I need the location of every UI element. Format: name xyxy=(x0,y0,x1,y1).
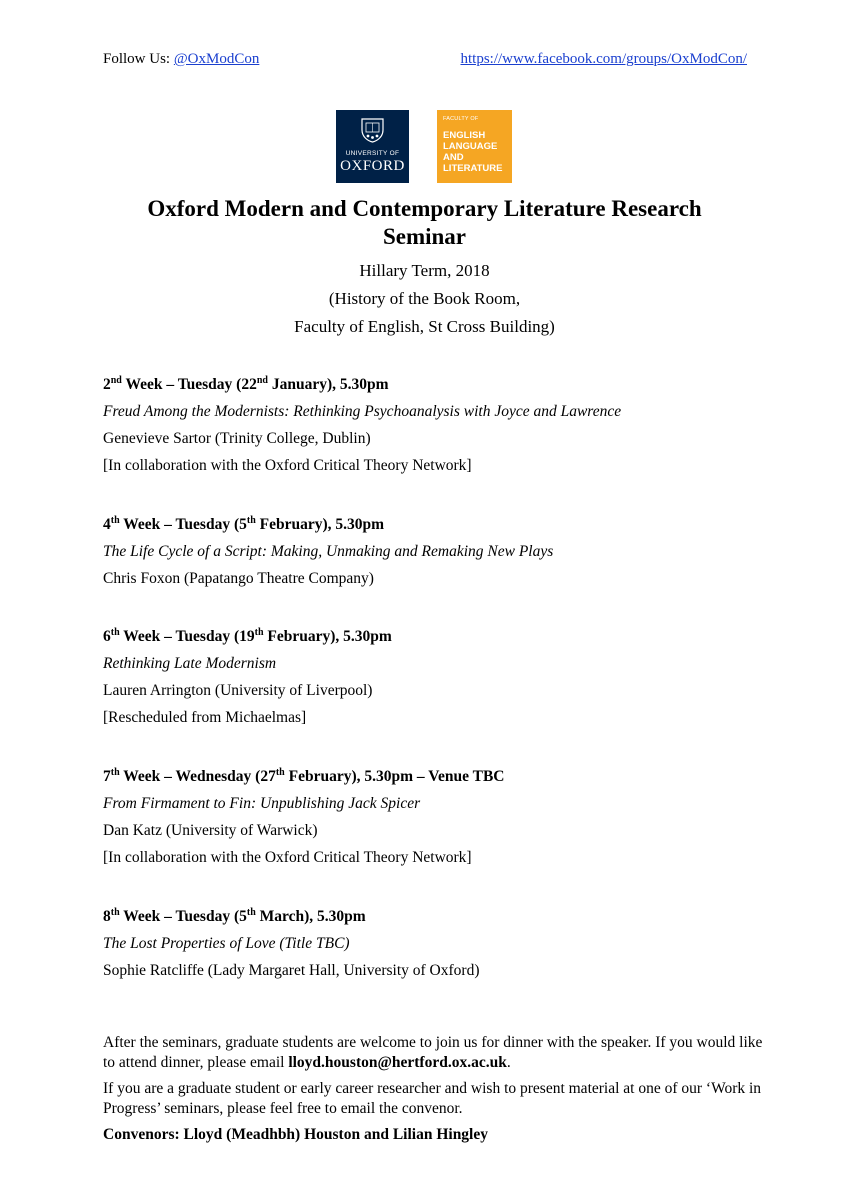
oxford-crest-icon xyxy=(361,118,384,143)
event-item xyxy=(103,903,763,984)
event-item xyxy=(103,511,763,592)
title-line1: Oxford Modern and Contemporary Literature Research xyxy=(147,196,702,221)
facebook-link[interactable]: https://www.facebook.com/groups/OxModCon/ xyxy=(460,51,747,67)
speaker: Lauren Arrington (University of Liverpool) xyxy=(103,682,373,699)
speaker: Chris Foxon (Papatango Theatre Company) xyxy=(103,570,374,587)
oxford-logo-line2: OXFORD xyxy=(340,158,405,174)
event-item xyxy=(103,763,763,871)
talk-title: Rethinking Late Modernism xyxy=(103,655,277,672)
event-note: [Rescheduled from Michaelmas] xyxy=(103,709,307,726)
speaker: Genevieve Sartor (Trinity College, Dublin) xyxy=(103,430,371,447)
english-logo-word: AND xyxy=(443,152,464,163)
follow-us xyxy=(103,49,259,69)
english-faculty-logo xyxy=(437,110,512,183)
page-title xyxy=(60,195,789,251)
title-line2: Seminar xyxy=(382,224,467,249)
speaker: Dan Katz (University of Warwick) xyxy=(103,822,318,839)
event-date: 2nd Week – Tuesday (22nd January), 5.30pm xyxy=(103,374,389,393)
english-logo-word: LITERATURE xyxy=(443,163,503,174)
speaker: Sophie Ratcliffe (Lady Margaret Hall, University of Oxford) xyxy=(103,962,480,979)
english-logo-word: LANGUAGE xyxy=(443,141,498,152)
event-date: 7th Week – Wednesday (27th February), 5.30pm – Venue TBC xyxy=(103,766,505,785)
event-note: [In collaboration with the Oxford Critical Theory Network] xyxy=(103,457,472,474)
venue-line1: (History of the Book Room, xyxy=(328,289,521,308)
talk-title: The Lost Properties of Love (Title TBC) xyxy=(103,935,350,952)
follow-label: Follow Us: xyxy=(103,51,174,67)
event-date: 6th Week – Tuesday (19th February), 5.30pm xyxy=(103,626,392,645)
talk-title: The Life Cycle of a Script: Making, Unmaking and Remaking New Plays xyxy=(103,543,554,560)
wip-paragraph: If you are a graduate student or early career researcher and wish to present material at one of our ‘Work in Progress’ seminars, please feel free to email the convenor. xyxy=(103,1080,762,1117)
event-item xyxy=(103,371,763,479)
venue-line2: Faculty of English, St Cross Building) xyxy=(294,317,555,336)
oxford-logo-line1: UNIVERSITY OF xyxy=(345,150,400,157)
twitter-link[interactable]: @OxModCon xyxy=(173,51,260,67)
talk-title: From Firmament to Fin: Unpublishing Jack Spicer xyxy=(103,795,421,812)
dinner-paragraph: After the seminars, graduate students are welcome to join us for dinner with the speaker. If you would like to attend dinner, please email lloyd.houston@hertford.ox.ac.uk. xyxy=(103,1034,763,1071)
event-note: [In collaboration with the Oxford Critical Theory Network] xyxy=(103,849,472,866)
term: Hillary Term, 2018 xyxy=(359,261,490,280)
english-logo-word: ENGLISH xyxy=(443,130,486,141)
english-logo-line1: FACULTY OF xyxy=(443,116,479,122)
event-date: 8th Week – Tuesday (5th March), 5.30pm xyxy=(103,906,366,925)
convenor-email[interactable]: lloyd.houston@hertford.ox.ac.uk xyxy=(288,1054,507,1071)
english-logo-text xyxy=(443,130,502,174)
event-item xyxy=(103,623,763,731)
subtitle xyxy=(60,257,789,341)
oxford-logo xyxy=(336,110,409,183)
event-date: 4th Week – Tuesday (5th February), 5.30pm xyxy=(103,514,385,533)
convenors: Convenors: Lloyd (Meadhbh) Houston and Lilian Hingley xyxy=(103,1126,488,1143)
talk-title: Freud Among the Modernists: Rethinking Psychoanalysis with Joyce and Lawrence xyxy=(103,403,622,420)
